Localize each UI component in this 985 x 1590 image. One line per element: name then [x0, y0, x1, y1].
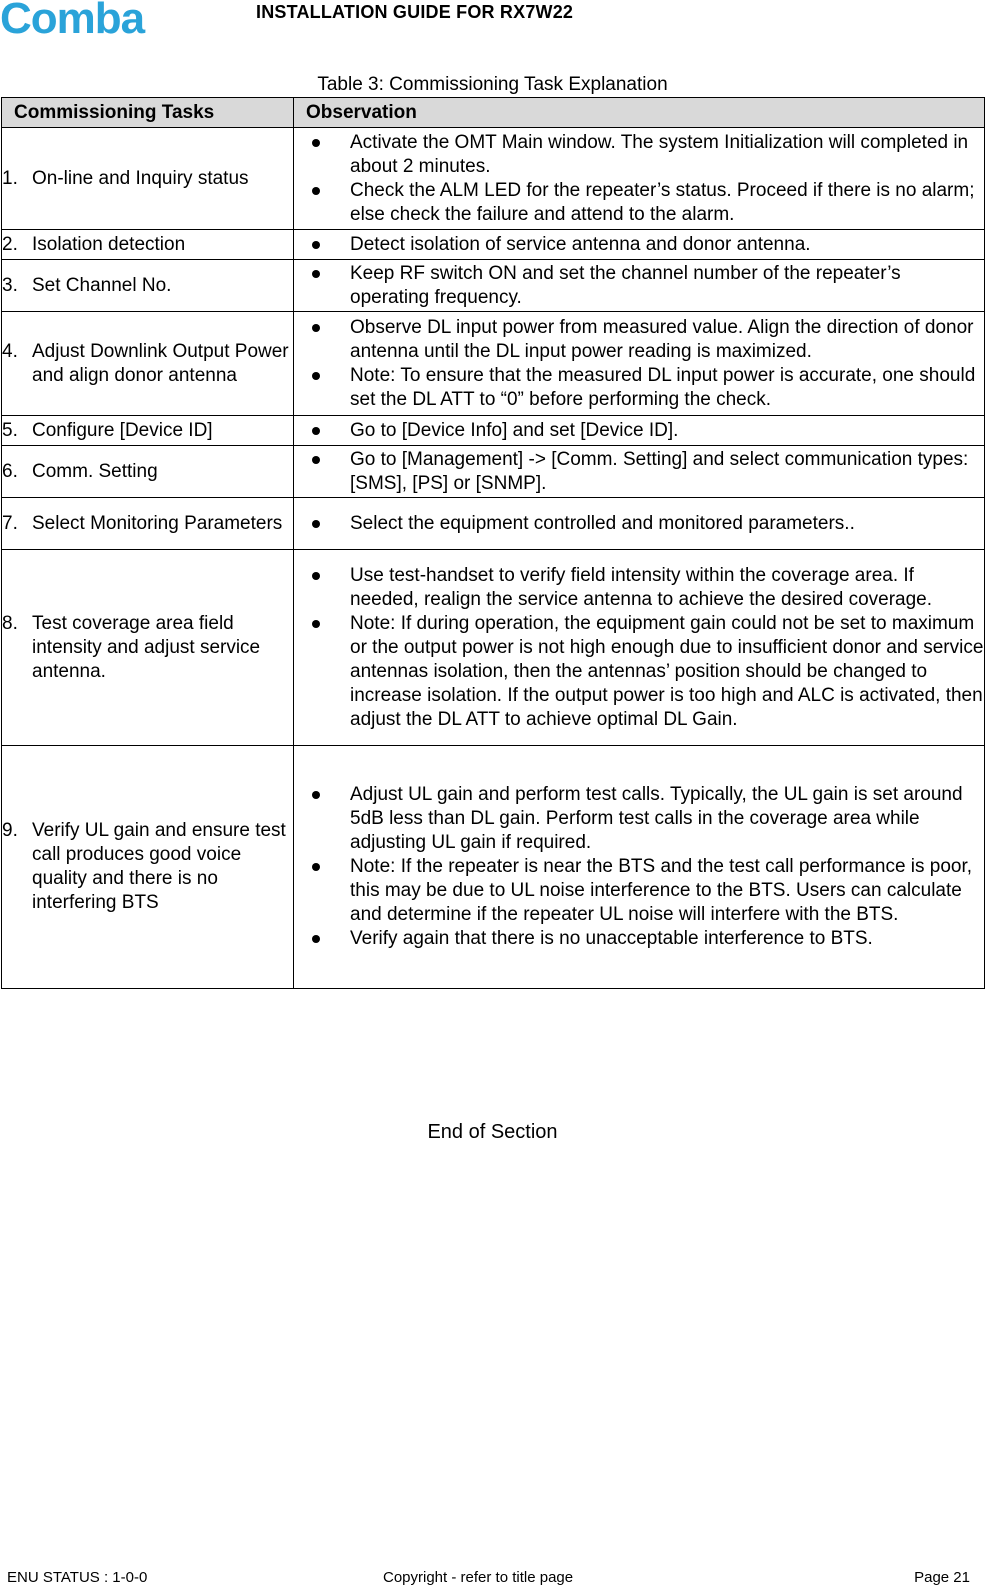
task-label: Isolation detection: [32, 233, 186, 255]
bullet-icon: [294, 612, 350, 732]
observation-text: Observe DL input power from measured value. Align the direction of donor antenna until the DL input power reading is maximized.: [350, 316, 974, 362]
observation-cell: [294, 230, 985, 260]
observation-cell: [294, 446, 985, 498]
observation-text: Note: If during operation, the equipment gain could not be set to maximum or the output power is not high enough due to insufficient donor and service antennas isolation, then the antennas’ position should be changed to increase isolation. If the output power is too high and ALC is activated, then adjust the DL ATT to achieve optimal DL Gain.: [350, 612, 984, 730]
bullet-icon: [294, 316, 350, 364]
task-label: Configure [Device ID]: [32, 419, 213, 441]
bullet-icon: [294, 364, 350, 412]
end-of-section: End of Section: [427, 1121, 558, 1143]
task-number: 8.: [2, 612, 18, 634]
list-item: [294, 262, 984, 310]
task-number: 3.: [2, 274, 18, 296]
observation-text: Note: If the repeater is near the BTS and the test call performance is poor, this may be due to UL noise interference to the BTS. Users can calculate and determine if the repeater UL noise will interfere with the BTS.: [350, 856, 973, 925]
observation-list: [294, 316, 984, 412]
table-row: [2, 746, 985, 989]
task-cell: [2, 498, 294, 550]
table-row: [2, 446, 985, 498]
observation-list: [294, 233, 984, 257]
table-row: [2, 260, 985, 312]
task-label: Comm. Setting: [32, 460, 158, 482]
observation-list: [294, 564, 984, 732]
task-number: 1.: [2, 167, 18, 189]
observation-list: [294, 512, 984, 536]
observation-text: Keep RF switch ON and set the channel number of the repeater’s operating frequency.: [350, 262, 901, 308]
observation-cell: [294, 128, 985, 230]
list-item: [294, 855, 984, 927]
bullet-icon: [294, 855, 350, 927]
observation-text: Go to [Device Info] and set [Device ID].: [350, 419, 679, 441]
bullet-icon: [294, 131, 350, 179]
table-row: [2, 416, 985, 446]
observation-text: Check the ALM LED for the repeater’s status. Proceed if there is no alarm; else check the failure and attend to the alarm.: [350, 179, 975, 225]
observation-text: Adjust UL gain and perform test calls. Typically, the UL gain is set around 5dB less than DL gain. Perform test calls in the coverage area while adjusting UL gain if required.: [350, 784, 963, 853]
table-caption: Table 3: Commissioning Task Explanation: [317, 74, 668, 95]
list-item: [294, 783, 984, 855]
observation-cell: [294, 312, 985, 416]
task-number: 4.: [2, 340, 18, 362]
observation-cell: [294, 550, 985, 746]
task-cell: [2, 260, 294, 312]
task-cell: [2, 446, 294, 498]
list-item: [294, 233, 984, 257]
table-row: [2, 312, 985, 416]
observation-text: Select the equipment controlled and monitored parameters..: [350, 512, 855, 534]
observation-text: Verify again that there is no unacceptable interference to BTS.: [350, 928, 873, 949]
task-label: On-line and Inquiry status: [32, 167, 249, 189]
list-item: [294, 364, 984, 412]
footer-page-number: Page 21: [914, 1569, 970, 1586]
observation-text: Use test-handset to verify field intensity within the coverage area. If needed, realign the service antenna to achieve the desired coverage.: [350, 564, 933, 610]
list-item: [294, 131, 984, 179]
table-header-row: [2, 98, 985, 128]
bullet-icon: [294, 419, 350, 443]
footer-copyright: Copyright - refer to title page: [383, 1569, 574, 1586]
observation-text: Detect isolation of service antenna and donor antenna.: [350, 233, 811, 255]
task-number: 7.: [2, 512, 18, 534]
bullet-icon: [294, 233, 350, 257]
task-cell: [2, 312, 294, 416]
bullet-icon: [294, 179, 350, 227]
bullet-icon: [294, 512, 350, 536]
observation-list: [294, 783, 984, 951]
task-label: Set Channel No.: [32, 274, 172, 296]
observation-cell: [294, 746, 985, 989]
observation-list: [294, 448, 984, 496]
observation-list: [294, 131, 984, 227]
task-number: 5.: [2, 419, 18, 441]
bullet-icon: [294, 927, 350, 951]
task-label: Select Monitoring Parameters: [32, 512, 283, 534]
observation-text: Go to [Management] -> [Comm. Setting] and select communication types: [SMS], [PS] or [SNMP].: [350, 448, 969, 494]
observation-text: Activate the OMT Main window. The system Initialization will completed in about 2 minutes.: [350, 131, 969, 177]
list-item: [294, 179, 984, 227]
observation-cell: [294, 498, 985, 550]
bullet-icon: [294, 448, 350, 496]
task-label: Verify UL gain and ensure test call produces good voice quality and there is no interfering BTS: [32, 820, 286, 913]
list-item: [294, 512, 984, 536]
list-item: [294, 927, 984, 951]
table-row: [2, 128, 985, 230]
task-number: 9.: [2, 820, 18, 841]
column-header-tasks: Commissioning Tasks: [2, 98, 294, 128]
task-cell: [2, 128, 294, 230]
task-cell: [2, 550, 294, 746]
commissioning-table: [1, 97, 985, 989]
bullet-icon: [294, 783, 350, 855]
list-item: [294, 316, 984, 364]
task-number: 6.: [2, 460, 18, 482]
observation-text: Note: To ensure that the measured DL input power is accurate, one should set the DL ATT to “0” before performing the check.: [350, 364, 976, 410]
document-title: INSTALLATION GUIDE FOR RX7W22: [256, 2, 574, 22]
list-item: [294, 612, 984, 732]
table-row: [2, 550, 985, 746]
logo-text: Comba: [0, 0, 145, 40]
footer-status: ENU STATUS : 1-0-0: [7, 1569, 148, 1586]
comba-logo: [0, 0, 180, 40]
column-header-observation: Observation: [294, 98, 985, 128]
observation-cell: [294, 260, 985, 312]
task-label: Adjust Downlink Output Power and align donor antenna: [32, 340, 289, 386]
task-number: 2.: [2, 233, 18, 255]
list-item: [294, 564, 984, 612]
observation-list: [294, 419, 984, 443]
list-item: [294, 419, 984, 443]
list-item: [294, 448, 984, 496]
bullet-icon: [294, 262, 350, 310]
table-row: [2, 498, 985, 550]
task-cell: [2, 416, 294, 446]
table-row: [2, 230, 985, 260]
task-cell: [2, 746, 294, 989]
bullet-icon: [294, 564, 350, 612]
observation-list: [294, 262, 984, 310]
observation-cell: [294, 416, 985, 446]
task-cell: [2, 230, 294, 260]
task-label: Test coverage area field intensity and adjust service antenna.: [32, 612, 261, 682]
